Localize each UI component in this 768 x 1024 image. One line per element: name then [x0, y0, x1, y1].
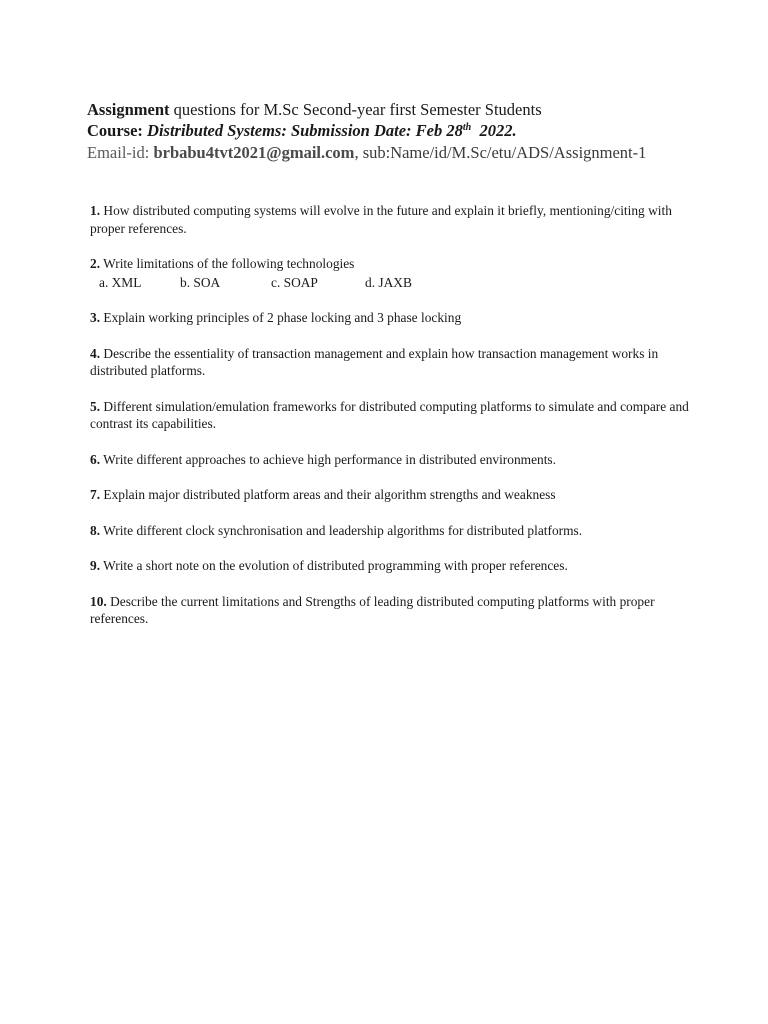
assignment-title-line [87, 99, 747, 120]
question-number: 7. [90, 487, 101, 502]
course-year: 2022. [471, 121, 517, 140]
question-number: 3. [90, 310, 101, 325]
question-item [90, 522, 690, 540]
email-label: Email-id: [87, 143, 154, 162]
question-number: 10. [90, 593, 107, 609]
question-number: 5. [90, 398, 101, 414]
question-number: 9. [90, 558, 101, 573]
question-text: Write different clock synchronisation and leadership algorithms for distributed platforms. [100, 522, 583, 538]
question-text: Different simulation/emulation frameworks for distributed computing platforms to simulate and compare and contrast its capabilities. [90, 398, 689, 431]
question-text: Explain working principles of 2 phase locking and 3 phase locking [100, 310, 462, 325]
question-item [90, 309, 690, 327]
date-superscript: th [462, 122, 472, 133]
email-address: brbabu4tvt2021@gmail.com [153, 143, 355, 162]
course-text: Distributed Systems: Submission Date: Feb 28 [147, 121, 463, 140]
question-text: How distributed computing systems will evolve in the future and explain it briefly, mentioning/citing with proper references. [90, 203, 672, 236]
question-item [90, 557, 690, 575]
option-jaxb: d. JAXB [365, 274, 412, 290]
option-soap: c. SOAP [271, 274, 318, 290]
technology-options [90, 274, 690, 292]
question-text: Explain major distributed platform areas and their algorithm strengths and weakness [100, 487, 556, 502]
question-text: Write limitations of the following technologies [100, 256, 355, 271]
question-item [90, 451, 690, 469]
question-item [90, 345, 690, 380]
question-item [90, 255, 690, 291]
email-line [87, 142, 747, 163]
assignment-label: Assignment [87, 100, 170, 119]
option-soa: b. SOA [180, 274, 221, 290]
question-item [90, 486, 690, 504]
question-text: Describe the current limitations and Strengths of leading distributed computing platforms with proper references. [90, 593, 655, 626]
question-number: 8. [90, 522, 101, 538]
question-text: Describe the essentiality of transaction management and explain how transaction management works in distributed platforms. [90, 345, 659, 378]
question-item [90, 398, 690, 433]
question-text: Write a short note on the evolution of distributed programming with proper references. [100, 558, 568, 573]
option-xml: a. XML [99, 274, 142, 290]
question-number: 1. [90, 203, 101, 218]
course-label: Course: [87, 121, 148, 140]
question-text: Write different approaches to achieve high performance in distributed environments. [100, 451, 556, 467]
email-subject-format: , sub:Name/id/M.Sc/etu/ADS/Assignment-1 [354, 143, 647, 162]
question-item [90, 202, 690, 237]
question-number: 2. [90, 256, 101, 271]
question-number: 4. [90, 345, 101, 361]
course-line [87, 120, 747, 142]
document-header [87, 99, 747, 163]
assignment-description: questions for M.Sc Second-year first Semester Students [169, 100, 542, 119]
question-list [90, 202, 690, 646]
question-item [90, 593, 690, 628]
question-number: 6. [90, 451, 101, 467]
